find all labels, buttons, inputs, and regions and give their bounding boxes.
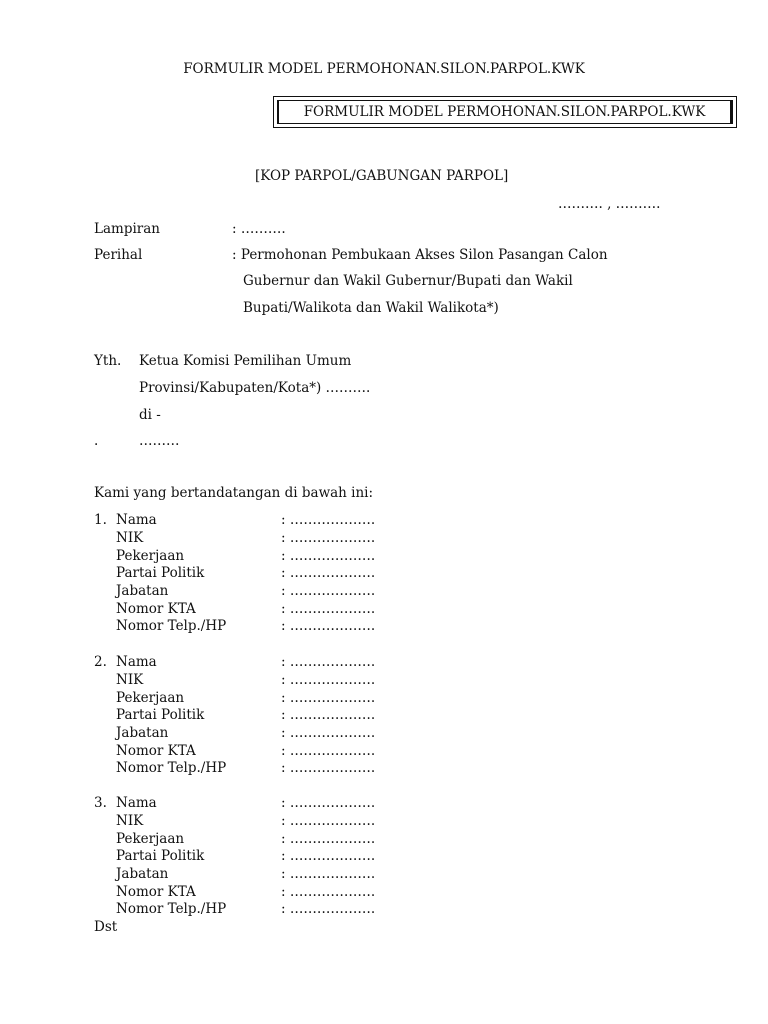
field-value: : ………………. xyxy=(281,672,376,688)
member-row xyxy=(94,762,414,780)
field-value: : ………………. xyxy=(281,530,376,546)
field-value: : ………………. xyxy=(281,742,376,759)
field-value: : ………………. xyxy=(281,565,376,581)
field-label: Nomor Telp./HP xyxy=(116,618,227,634)
lampiran-value: : ………. xyxy=(232,221,286,237)
yth-line-3: di - xyxy=(139,407,161,423)
yth-line-4: ……… xyxy=(139,433,180,449)
field-value: : ………………. xyxy=(281,654,376,670)
form-title-box-text: FORMULIR MODEL PERMOHONAN.SILON.PARPOL.KWK xyxy=(303,104,706,120)
field-label: NIK xyxy=(116,530,144,546)
field-label: Nomor KTA xyxy=(116,883,196,900)
field-label: Pekerjaan xyxy=(116,547,185,564)
perihal-line-3: Bupati/Walikota dan Wakil Walikota*) xyxy=(243,300,499,316)
field-value: : ………………. xyxy=(281,795,376,811)
form-title-box-inner xyxy=(277,100,733,124)
field-label: Pekerjaan xyxy=(116,689,185,706)
field-label: Partai Politik xyxy=(116,565,205,581)
field-label: NIK xyxy=(116,672,144,688)
yth-line-1: Ketua Komisi Pemilihan Umum xyxy=(139,353,352,369)
perihal-label: Perihal xyxy=(94,247,143,263)
field-label: Partai Politik xyxy=(116,848,205,864)
member-number: 3. xyxy=(94,795,107,811)
lampiran-label: Lampiran xyxy=(94,221,160,237)
member-number: 2. xyxy=(94,654,107,670)
field-value: : ………………. xyxy=(281,830,376,847)
member-row xyxy=(94,620,414,638)
field-label: Nomor Telp./HP xyxy=(116,760,227,776)
intro-text: Kami yang bertandatangan di bawah ini: xyxy=(94,485,374,501)
field-value: : ………………. xyxy=(281,813,376,829)
field-label: Nama xyxy=(116,795,157,811)
perihal-line-1: : Permohonan Pembukaan Akses Silon Pasangan Calon xyxy=(232,247,608,263)
kop-parpol: [KOP PARPOL/GABUNGAN PARPOL] xyxy=(255,168,509,184)
field-label: Pekerjaan xyxy=(116,830,185,847)
closing-dst: Dst xyxy=(94,919,118,935)
form-title-top: FORMULIR MODEL PERMOHONAN.SILON.PARPOL.KWK xyxy=(183,61,585,77)
field-label: Nomor KTA xyxy=(116,600,196,617)
yth-dot: . xyxy=(94,433,99,449)
field-value: : ………………. xyxy=(281,618,376,634)
field-label: Jabatan xyxy=(116,725,169,741)
field-label: Partai Politik xyxy=(116,707,205,723)
yth-line-2: Provinsi/Kabupaten/Kota*) ………. xyxy=(139,380,371,396)
field-value: : ………………. xyxy=(281,901,376,917)
field-value: : ………………. xyxy=(281,600,376,617)
field-value: : ………………. xyxy=(281,760,376,776)
field-label: Jabatan xyxy=(116,583,169,599)
place-date: ………. , ………. xyxy=(558,196,661,212)
member-row xyxy=(94,903,414,921)
field-label: NIK xyxy=(116,813,144,829)
field-value: : ………………. xyxy=(281,725,376,741)
field-value: : ………………. xyxy=(281,689,376,706)
field-value: : ………………. xyxy=(281,883,376,900)
field-value: : ………………. xyxy=(281,848,376,864)
member-number: 1. xyxy=(94,512,107,528)
field-value: : ………………. xyxy=(281,512,376,528)
field-label: Nama xyxy=(116,654,157,670)
yth-label: Yth. xyxy=(94,353,122,369)
field-value: : ………………. xyxy=(281,866,376,882)
field-label: Jabatan xyxy=(116,866,169,882)
field-value: : ………………. xyxy=(281,707,376,723)
perihal-line-2: Gubernur dan Wakil Gubernur/Bupati dan Wakil xyxy=(243,273,573,289)
field-value: : ………………. xyxy=(281,547,376,564)
form-title-box xyxy=(273,96,737,128)
field-value: : ………………. xyxy=(281,583,376,599)
field-label: Nama xyxy=(116,512,157,528)
field-label: Nomor Telp./HP xyxy=(116,901,227,917)
field-label: Nomor KTA xyxy=(116,742,196,759)
